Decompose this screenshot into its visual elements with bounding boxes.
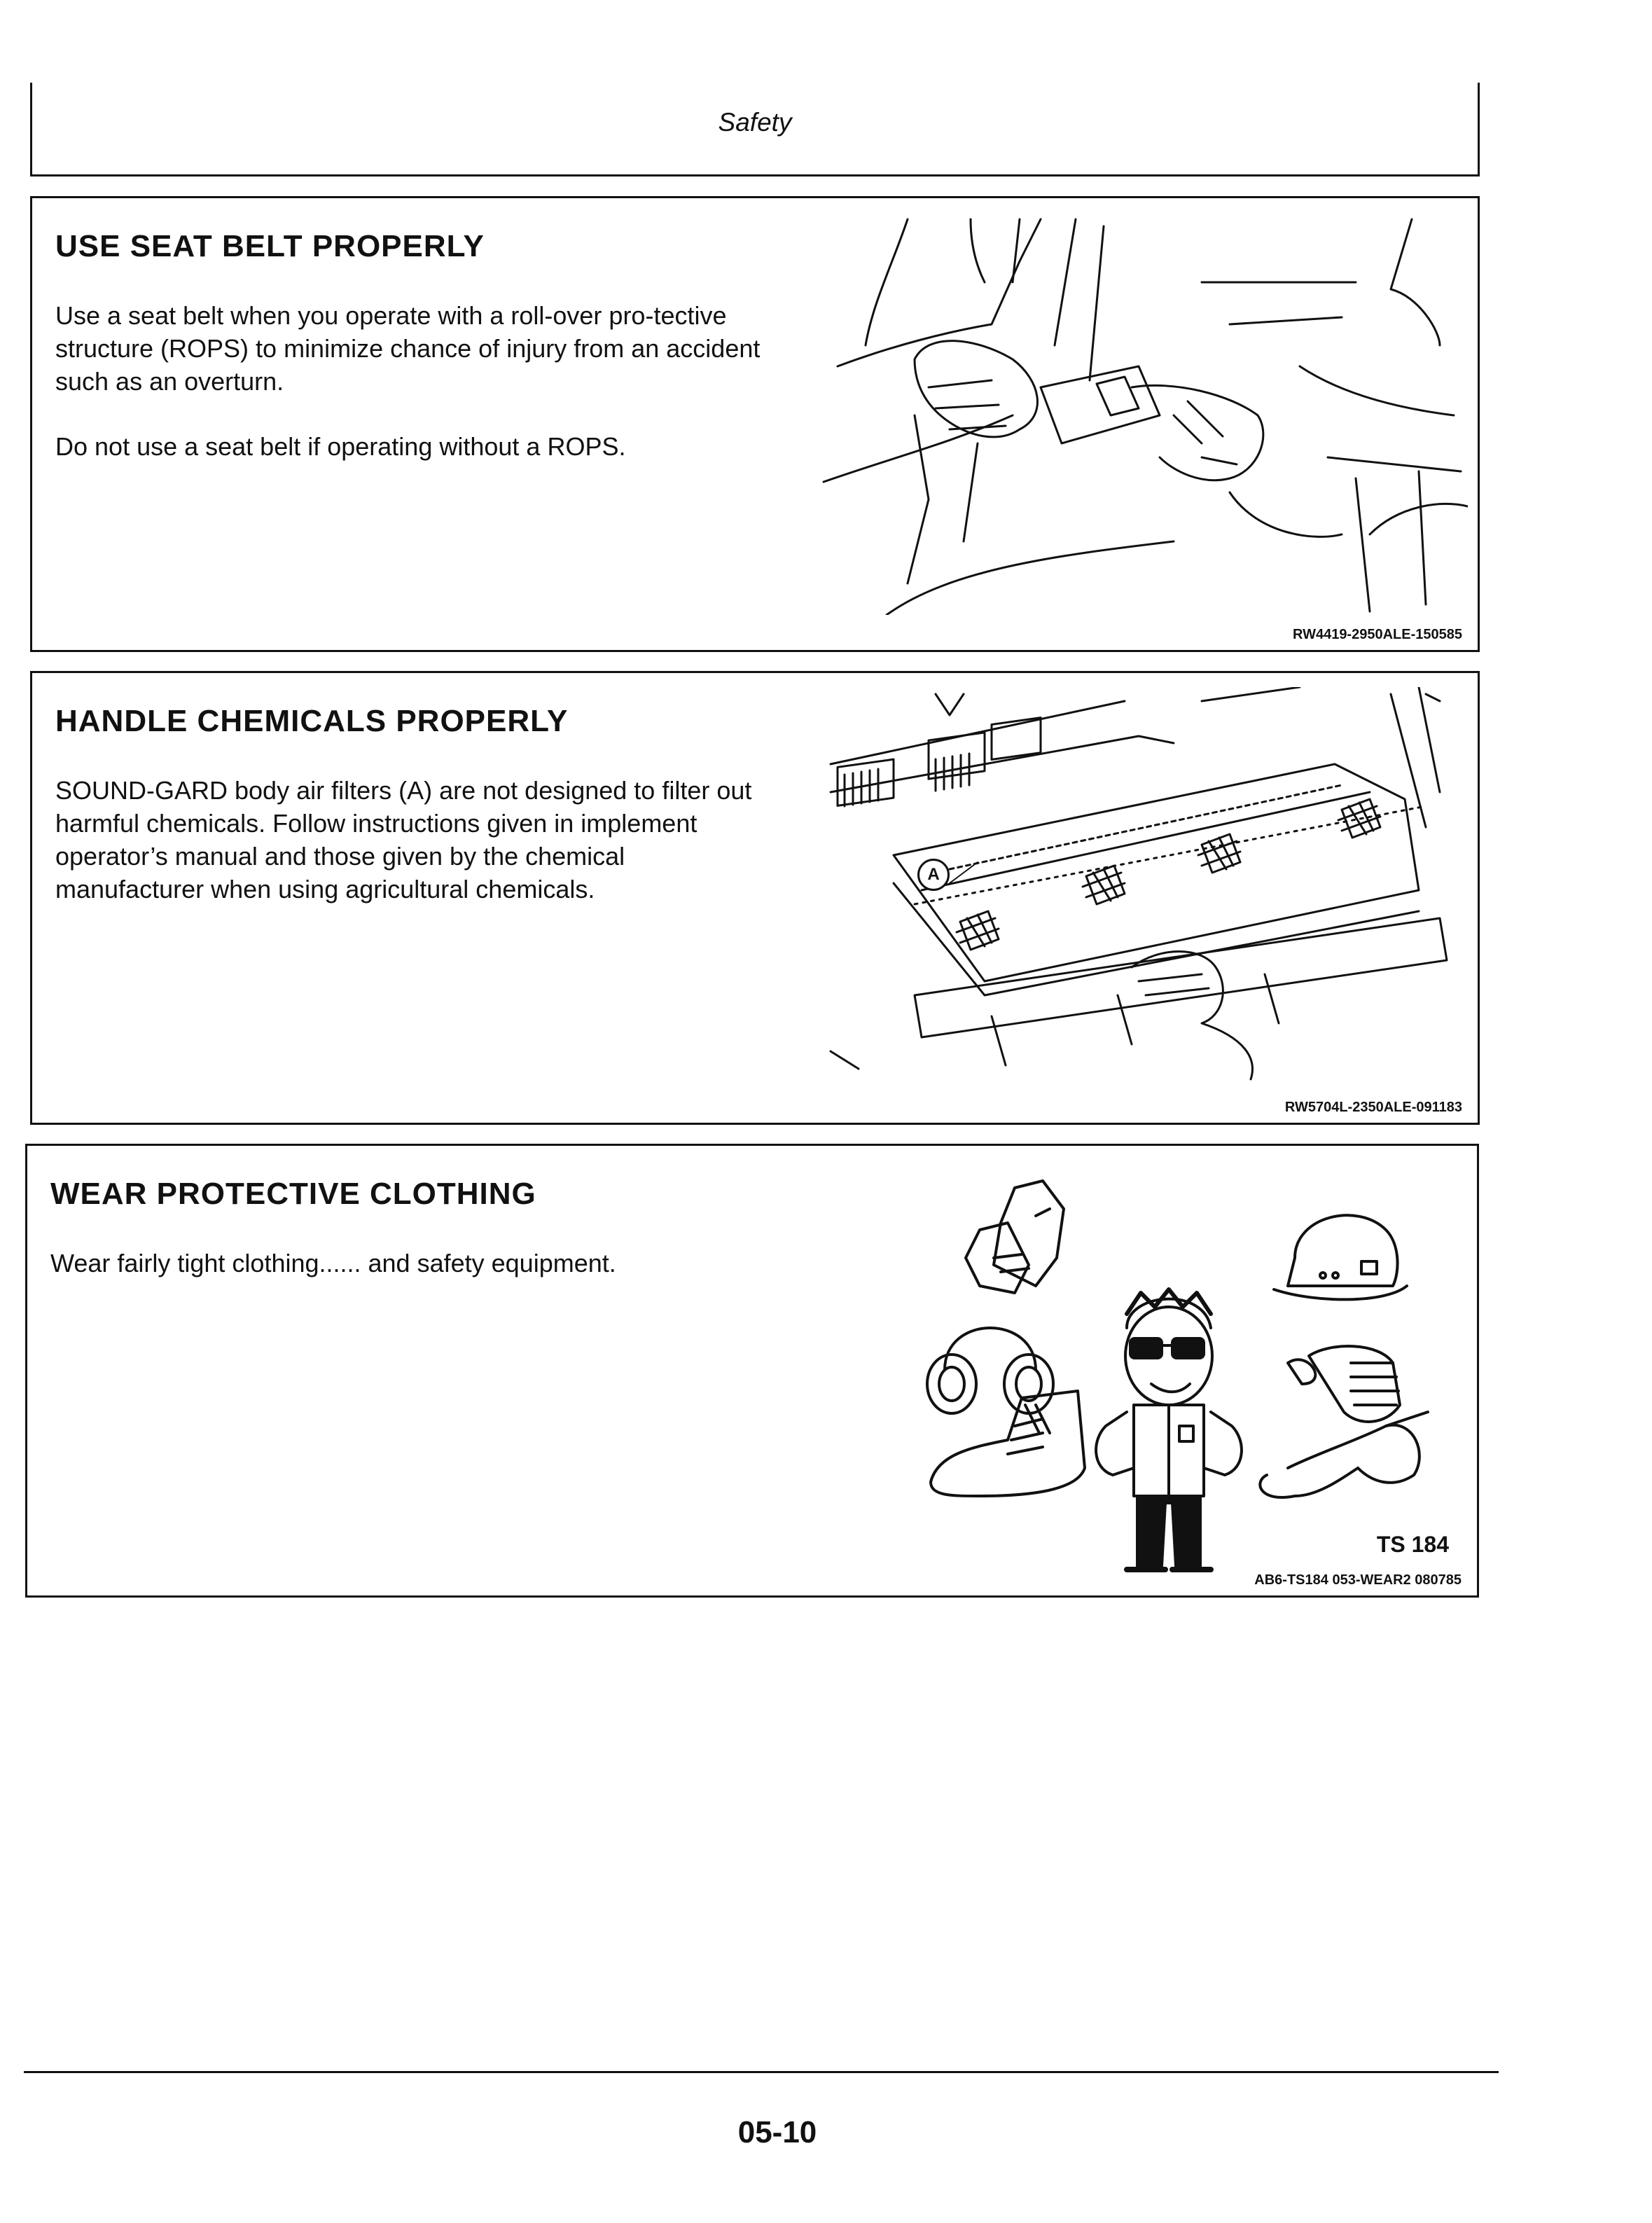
page-number: 05-10 [737,2115,817,2149]
filter-callout-label: A [917,859,950,891]
section-title: USE SEAT BELT PROPERLY [55,229,485,263]
section-chemicals [30,671,1480,1125]
section-paragraph: Wear fairly tight clothing...... and safety equipment. [50,1249,616,1277]
safety-glasses-icon [1260,1412,1428,1497]
section-body [55,774,777,938]
worker-figure [1096,1289,1242,1570]
header-title: Safety [718,108,792,137]
section-paragraph: SOUND-GARD body air filters (A) are not designed to filter out harmful chemicals. Follow instructions given in implement operator’s manual and those given by the chemical manufacturer when using agricultural chemicals. [55,776,752,903]
earmuffs-icon [927,1328,1053,1413]
section-seat-belt [30,196,1480,652]
figure-label: TS 184 [1376,1532,1449,1557]
figure-code: AB6-TS184 053-WEAR2 080785 [1254,1572,1462,1588]
section-title: WEAR PROTECTIVE CLOTHING [50,1177,536,1211]
figure-code: RW5704L-2350ALE-091183 [1284,1100,1462,1115]
section-protective-clothing [25,1144,1479,1598]
section-body [55,299,777,495]
respirator-icon [1288,1346,1400,1422]
air-filter-illustration [810,687,1468,1093]
page-header [30,83,1480,176]
section-paragraph: Do not use a seat belt if operating without a ROPS. [55,432,626,461]
section-title: HANDLE CHEMICALS PROPERLY [55,704,569,738]
figure-code: RW4419-2950ALE-150585 [1292,627,1462,642]
boot-icon [931,1391,1085,1496]
hard-hat-icon [1274,1215,1407,1299]
footer-divider [24,2071,1499,2073]
section-body [50,1247,772,1312]
seat-belt-illustration [810,205,1468,615]
section-paragraph: Use a seat belt when you operate with a roll-over pro-tective structure (ROPS) to minimize chance of injury from an accident such as an overturn. [55,301,761,396]
gloves-icon [966,1181,1064,1293]
protective-gear-illustration [896,1174,1456,1580]
